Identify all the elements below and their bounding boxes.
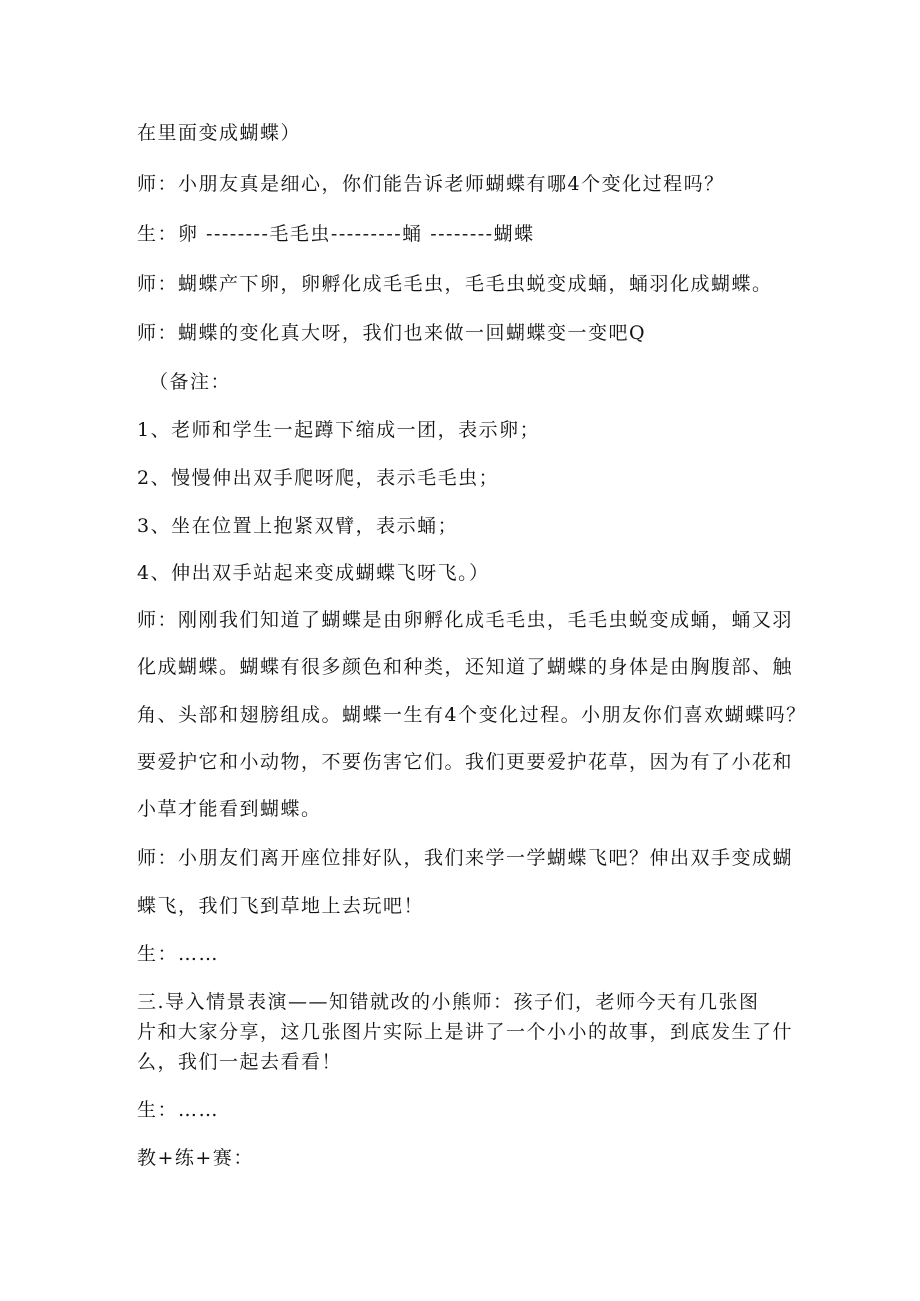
text-line-4: 师：蝴蝶产下卵，卵孵化成毛毛虫，毛毛虫蜕变成蛹，蛹羽化成蝴蝶。 (137, 273, 773, 295)
text-line-17: 蝶飞，我们飞到草地上去玩吧！ (137, 895, 425, 917)
text-line-15: 小草才能看到蝴蝶。 (137, 798, 322, 820)
text-line-18: 生：…… (137, 943, 220, 965)
text-line-12: 化成蝴蝶。蝴蝶有很多颜色和种类，还知道了蝴蝶的身体是由胸腹部、触 (137, 656, 794, 678)
text-line-11: 师：刚刚我们知道了蝴蝶是由卵孵化成毛毛虫，毛毛虫蜕变成蛹，蛹又羽 (137, 609, 794, 631)
text-line-7: 1、老师和学生一起蹲下缩成一团，表示卵； (137, 419, 541, 441)
text-line-10: 4、伸出双手站起来变成蝴蝶飞呀飞。） (137, 562, 490, 584)
text-line-21: 么，我们一起去看看！ (137, 1051, 343, 1073)
text-line-5: 师：蝴蝶的变化真大呀，我们也来做一回蝴蝶变一变吧Q (137, 322, 647, 344)
text-line-13: 角、头部和翅膀组成。蝴蝶一生有4个变化过程。小朋友你们喜欢蝴蝶吗？ (137, 704, 807, 726)
text-line-23: 教+练+赛： (137, 1147, 254, 1169)
text-line-2: 师：小朋友真是细心，你们能告诉老师蝴蝶有哪4个变化过程吗？ (137, 173, 725, 195)
text-line-9: 3、坐在位置上抱紧双臂，表示蛹； (137, 515, 459, 537)
text-line-19: 三.导入情景表演——知错就改的小熊师：孩子们，老师今天有几张图 (137, 991, 760, 1013)
text-line-22: 生：…… (137, 1099, 220, 1121)
text-line-8: 2、慢慢伸出双手爬呀爬，表示毛毛虫； (137, 467, 500, 489)
text-line-6: （备注： (149, 371, 232, 393)
text-line-16: 师：小朋友们离开座位排好队，我们来学一学蝴蝶飞吧？伸出双手变成蝴 (137, 847, 794, 869)
text-line-20: 片和大家分享，这几张图片实际上是讲了一个小小的故事，到底发生了什 (137, 1021, 794, 1043)
text-line-3: 生：卵 --------毛毛虫---------蛹 --------蝴蝶 (137, 223, 535, 245)
text-line-14: 要爱护它和小动物，不要伤害它们。我们更要爱护花草，因为有了小花和 (137, 751, 794, 773)
text-line-1: 在里面变成蝴蝶） (137, 122, 302, 144)
